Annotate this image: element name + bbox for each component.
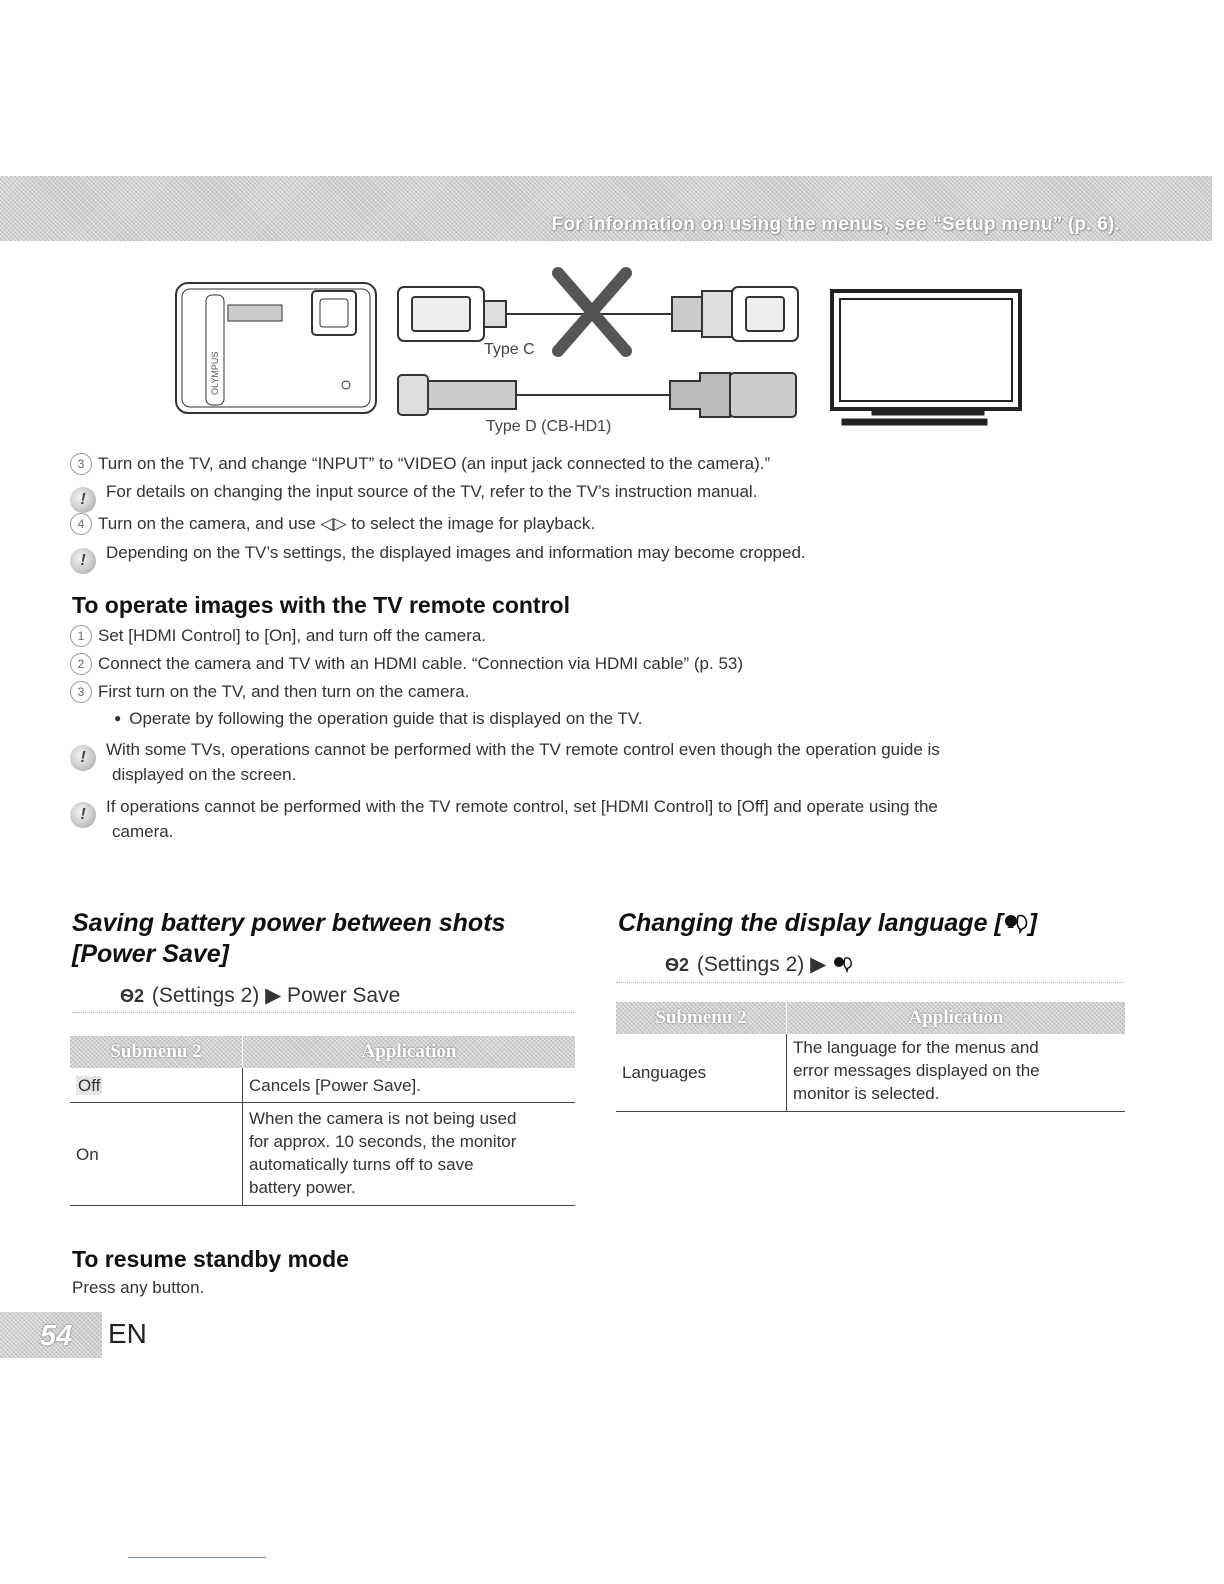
cell-application: [243, 1103, 576, 1206]
step-number-icon: 1: [70, 625, 92, 647]
note-text: If operations cannot be performed with the TV remote control, set [HDMI Control] to [Off] and operate using the: [106, 797, 938, 816]
standby-text: Press any button.: [72, 1278, 205, 1297]
power-save-title: [72, 908, 592, 970]
remote-step-2: [70, 653, 743, 675]
note-text: For details on changing the input source of the TV, refer to the TV’s instruction manual.: [106, 482, 758, 501]
text-line: automatically turns off to save: [249, 1155, 474, 1174]
remote-step-1: [70, 625, 486, 647]
step-number-icon: 3: [70, 453, 92, 475]
header-banner: [0, 176, 1212, 241]
tv-note-1: [70, 482, 757, 513]
type-c-label: Type C: [484, 341, 535, 358]
note-text: With some TVs, operations cannot be performed with the TV remote control even though the operation guide is: [106, 740, 940, 759]
text-line: for approx. 10 seconds, the monitor: [249, 1132, 517, 1151]
page-language-code: EN: [108, 1318, 147, 1349]
title-line: [Power Save]: [72, 940, 230, 968]
cell-submenu: [70, 1068, 243, 1103]
title-line: Saving battery power between shots: [72, 909, 506, 937]
note-icon: !: [70, 745, 96, 771]
note-icon: !: [70, 548, 96, 574]
page-number-badge: [0, 1312, 102, 1358]
table-row: [70, 1068, 575, 1103]
banner-text: For information on using the menus, see “Setup menu” (p. 6).: [551, 214, 1120, 235]
title-text: Changing the display language [: [618, 909, 1003, 937]
settings-icon: Ѳ2: [120, 986, 145, 1006]
tv-step-4: [70, 513, 595, 535]
type-d-cable: [398, 373, 796, 417]
note-text: Depending on the TV’s settings, the displayed images and information may become cropped.: [106, 543, 806, 562]
power-save-table: [70, 1036, 575, 1206]
step-text: Connect the camera and TV with an HDMI cable. “Connection via HDMI cable” (p. 53): [98, 654, 744, 673]
cell-submenu: On: [70, 1103, 243, 1206]
bullet-text: Operate by following the operation guide that is displayed on the TV.: [129, 709, 643, 728]
submenu-value: Off: [78, 1075, 101, 1095]
path-divider: [72, 1012, 576, 1013]
footer-rule: [128, 1557, 266, 1558]
text-line: The language for the menus and: [793, 1038, 1039, 1057]
tv-illustration: [832, 291, 1020, 425]
text-line: When the camera is not being used: [249, 1109, 517, 1128]
table-row: [70, 1103, 575, 1206]
step-text: Turn on the TV, and change “INPUT” to “VIDEO (an input jack connected to the camera).”: [98, 454, 771, 473]
text-line: battery power.: [249, 1178, 356, 1197]
not-supported-cross-icon: [558, 273, 626, 351]
text-line: monitor is selected.: [793, 1084, 940, 1103]
language-title: [618, 908, 1037, 939]
note-icon: !: [70, 487, 96, 513]
remote-heading: To operate images with the TV remote control: [72, 592, 570, 618]
path-text: (Settings 2) ▶: [696, 953, 827, 976]
remote-bullet: [114, 709, 642, 729]
cell-submenu: Languages: [616, 1034, 787, 1112]
cell-application: Cancels [Power Save].: [243, 1068, 576, 1103]
header-submenu: Submenu 2: [616, 1002, 787, 1034]
step-text: First turn on the TV, and then turn on the camera.: [98, 682, 470, 701]
remote-step-3: [70, 681, 469, 703]
path-divider: [616, 982, 1124, 983]
tv-note-2: [70, 543, 806, 574]
standby-heading: To resume standby mode: [72, 1246, 349, 1272]
cell-application: [787, 1034, 1126, 1112]
step-text: Turn on the camera, and use ◁▷ to select the image for playback.: [98, 514, 596, 533]
power-save-menu-path: [120, 983, 400, 1008]
type-d-label: Type D (CB-HD1): [486, 418, 612, 435]
language-icon: [1003, 911, 1029, 933]
bullet-icon: ●: [114, 711, 122, 725]
text-line: error messages displayed on the: [793, 1061, 1040, 1080]
remote-note-1-cont: displayed on the screen.: [112, 765, 297, 784]
language-icon: [832, 955, 854, 973]
path-text: (Settings 2) ▶ Power Save: [151, 984, 401, 1007]
language-table: [616, 1002, 1125, 1112]
settings-icon: Ѳ2: [665, 955, 690, 975]
step-text: Set [HDMI Control] to [On], and turn off the camera.: [98, 626, 487, 645]
note-icon: !: [70, 802, 96, 828]
title-bracket: ]: [1028, 909, 1038, 937]
hdmi-connection-diagram: [160, 255, 1040, 440]
language-menu-path: [665, 952, 854, 977]
header-application: Application: [908, 1007, 1004, 1028]
table-row: [616, 1034, 1125, 1112]
header-submenu: Submenu 2: [70, 1036, 243, 1068]
tv-step-3: [70, 453, 770, 475]
step-number-icon: 2: [70, 653, 92, 675]
camera-brand: OLYMPUS: [210, 351, 220, 395]
camera-illustration: [176, 283, 376, 413]
step-number-icon: 3: [70, 681, 92, 703]
remote-note-2-cont: camera.: [112, 822, 174, 841]
remote-note-2: [70, 797, 938, 828]
step-number-icon: 4: [70, 513, 92, 535]
header-application: Application: [361, 1041, 457, 1062]
page-number: 54: [40, 1320, 73, 1352]
